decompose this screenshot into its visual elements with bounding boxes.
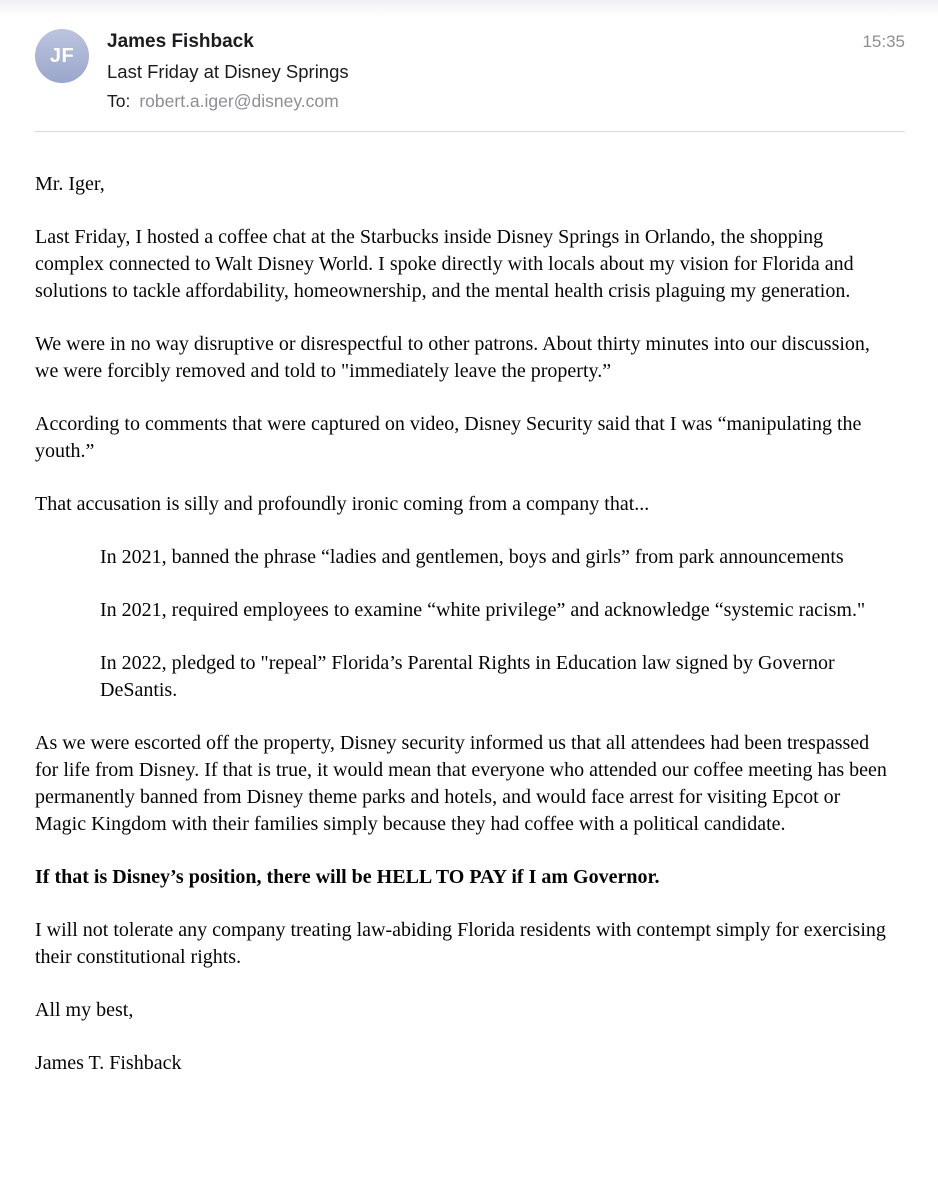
body-paragraph: We were in no way disruptive or disrespectful to other patrons. About thirty minutes into our discussion, we were forcibly removed and told to "immediately leave the property.” bbox=[35, 333, 870, 382]
body-paragraph: James T. Fishback bbox=[35, 1052, 182, 1074]
email-header bbox=[0, 0, 938, 132]
body-paragraph: In 2021, required employees to examine “white privilege” and acknowledge “systemic racism." bbox=[100, 599, 866, 621]
body-paragraph: Last Friday, I hosted a coffee chat at the Starbucks inside Disney Springs in Orlando, the shopping complex connected to Walt Disney World. I spoke directly with locals about my vision for Florida and solutions to tackle affordability, homeownership, and the mental health crisis plaguing my generation. bbox=[35, 226, 854, 302]
body-paragraph: If that is Disney’s position, there will be HELL TO PAY if I am Governor. bbox=[35, 866, 660, 888]
sender-name[interactable]: James Fishback bbox=[107, 31, 254, 52]
body-paragraph: That accusation is silly and profoundly ironic coming from a company that... bbox=[35, 493, 650, 515]
avatar[interactable] bbox=[35, 29, 89, 83]
body-paragraph: All my best, bbox=[35, 999, 134, 1021]
body-paragraph: According to comments that were captured on video, Disney Security said that I was “manipulating the youth.” bbox=[35, 413, 862, 462]
body-paragraph: In 2022, pledged to "repeal” Florida’s Parental Rights in Education law signed by Governor DeSantis. bbox=[100, 652, 835, 701]
header-row bbox=[35, 29, 905, 112]
header-text bbox=[107, 29, 349, 112]
body-paragraph: I will not tolerate any company treating law-abiding Florida residents with contempt simply for exercising their constitutional rights. bbox=[35, 919, 886, 968]
to-address[interactable]: robert.a.iger@disney.com bbox=[139, 91, 339, 111]
header-divider bbox=[35, 131, 905, 132]
email-body bbox=[0, 132, 938, 1077]
to-line bbox=[107, 91, 349, 112]
subject-line: Last Friday at Disney Springs bbox=[107, 61, 349, 82]
body-paragraph: Mr. Iger, bbox=[35, 173, 105, 195]
to-label: To: bbox=[107, 91, 131, 111]
body-paragraph: As we were escorted off the property, Disney security informed us that all attendees had been trespassed for life from Disney. If that is true, it would mean that everyone who attended our coffee meeting has been permanently banned from Disney theme parks and hotels, and would face arrest for visiting Epcot or Magic Kingdom with their families simply because they had coffee with a political candidate. bbox=[35, 732, 887, 835]
timestamp: 15:35 bbox=[862, 32, 905, 51]
avatar-initials: JF bbox=[49, 44, 75, 67]
body-paragraph: In 2021, banned the phrase “ladies and gentlemen, boys and girls” from park announcements bbox=[100, 546, 844, 568]
